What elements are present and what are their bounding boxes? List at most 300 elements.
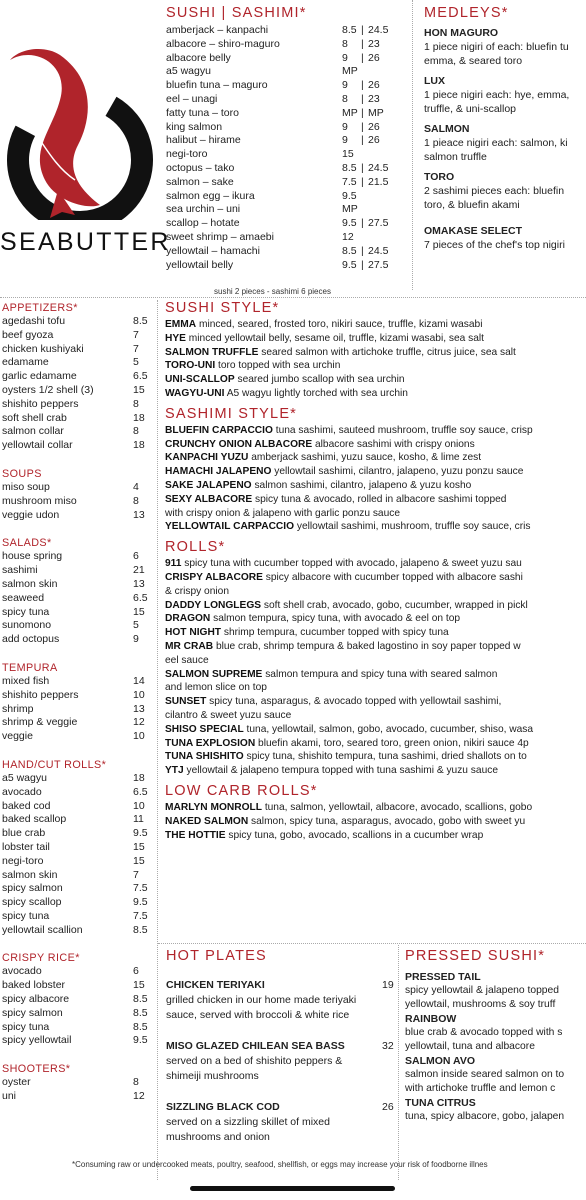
- item-name: shrimp: [2, 702, 34, 715]
- item-name: TUNA EXPLOSION: [165, 737, 256, 749]
- rolls-item: [165, 640, 586, 654]
- sushi-item: [166, 52, 406, 66]
- item-price: 10: [133, 799, 145, 812]
- price-separator: |: [361, 258, 364, 271]
- medley-name: SALMON: [424, 123, 470, 135]
- tempura-item: [2, 730, 152, 744]
- item-price: 6: [133, 550, 139, 563]
- sushi-item: [166, 245, 406, 259]
- item-name: bluefin tuna – maguro: [166, 79, 268, 92]
- divider-h1: [0, 297, 586, 298]
- sashimi-price: 26: [368, 134, 380, 147]
- item-name: soft shell crab: [2, 411, 67, 424]
- item-name: UNI-SCALLOP: [165, 374, 235, 386]
- item-name: uni: [2, 1090, 17, 1103]
- item-name: eel – unagi: [166, 92, 218, 105]
- medley-desc: toro, & bluefin akami: [424, 199, 520, 211]
- sushi-style-item: [165, 318, 586, 332]
- hot-plate-name: MISO GLAZED CHILEAN SEA BASS: [166, 1040, 345, 1052]
- hot-plates-list: [166, 978, 396, 1161]
- appetizers-title: APPETIZERS*: [2, 302, 78, 314]
- crispy-rice-title: CRISPY RICE*: [2, 952, 80, 965]
- sushi-item: [166, 148, 406, 162]
- salads-item: [2, 564, 152, 578]
- price-separator: |: [361, 244, 364, 257]
- item-name: edamame: [2, 356, 49, 369]
- item-name: agedashi tofu: [2, 315, 66, 327]
- appetizers-item: [2, 370, 152, 384]
- low-carb-rolls-title: LOW CARB ROLLS*: [165, 782, 318, 799]
- price-separator: |: [361, 106, 364, 119]
- item-name: YTJ: [165, 765, 184, 777]
- hot-plates-title: HOT PLATES: [166, 948, 267, 964]
- medley-name: LUX: [424, 75, 445, 87]
- medley-desc: truffle, & uni-scallop: [424, 103, 517, 115]
- sushi-price: MP: [342, 203, 358, 216]
- crispy-rice-item: [2, 1021, 152, 1035]
- item-name: TUNA SHISHITO: [165, 751, 244, 763]
- soups-title: SOUPS: [2, 467, 42, 480]
- soups-item: [2, 495, 152, 509]
- item-name: beef gyoza: [2, 328, 54, 341]
- item-name: spicy yellowtail: [2, 1034, 72, 1047]
- sashimi-price: MP: [368, 106, 384, 119]
- sushi-price: 9.5: [342, 189, 357, 202]
- medley-item: [424, 74, 586, 116]
- sushi-item: [166, 162, 406, 176]
- sushi-price: 8: [342, 37, 348, 50]
- hot-plate-item: [166, 978, 396, 1023]
- sashimi-price: 26: [368, 51, 380, 64]
- item-name: spicy tuna: [2, 1020, 50, 1033]
- hot-plate-item: [166, 1039, 396, 1084]
- sushi-item: [166, 107, 406, 121]
- medley-item: [424, 26, 586, 68]
- pressed-sushi-list: [405, 970, 586, 1124]
- item-price: 15: [133, 383, 145, 396]
- sashimi-price: 26: [368, 120, 380, 133]
- medley-name: TORO: [424, 171, 455, 183]
- sushi-style-item: [165, 346, 586, 360]
- item-name: spicy tuna: [2, 909, 50, 922]
- salads-item: [2, 606, 152, 620]
- medley-desc: salmon truffle: [424, 151, 487, 163]
- item-price: 10: [133, 688, 145, 701]
- item-name: CRISPY ALBACORE: [165, 571, 263, 583]
- pressed-sushi-desc: yellowtail, mushrooms & soy truff: [405, 999, 556, 1010]
- salads-item: [2, 550, 152, 564]
- item-name: spicy salmon: [2, 882, 63, 895]
- price-separator: |: [361, 161, 364, 174]
- hand-cut-rolls-item: [2, 786, 152, 800]
- appetizers-item: [2, 439, 152, 453]
- item-desc: salmon, spicy tuna, asparagus, avocado, gobo with sweet yu: [251, 815, 526, 827]
- item-desc: spicy tuna & avocado, rolled in albacore sashimi topped: [255, 493, 507, 505]
- appetizers-item: [2, 425, 152, 439]
- footer-disclaimer: *Consuming raw or undercooked meats, poultry, seafood, shellfish, or eggs may increase your risk of foodborne illnes: [72, 1160, 488, 1169]
- hot-plate-desc: shimeiji mushrooms: [166, 1070, 259, 1082]
- item-name: spicy scallop: [2, 896, 62, 909]
- price-separator: |: [361, 79, 364, 92]
- item-price: 8: [133, 397, 139, 410]
- pressed-sushi-item: [405, 1096, 586, 1124]
- item-name: avocado: [2, 965, 42, 978]
- sushi-price: 9: [342, 79, 348, 92]
- sushi-price: 7.5: [342, 175, 357, 188]
- appetizers-item: [2, 412, 152, 426]
- item-name: SEXY ALBACORE: [165, 493, 253, 505]
- rolls-item: [165, 599, 586, 613]
- item-name: SALMON SUPREME: [165, 668, 263, 680]
- hot-plate-item: [166, 1100, 396, 1145]
- hand-cut-rolls-item: [2, 772, 152, 786]
- sushi-item: [166, 24, 406, 38]
- hand-cut-rolls-item: [2, 882, 152, 896]
- sushi-item: [166, 217, 406, 231]
- item-name: SHISO SPECIAL: [165, 723, 244, 735]
- sushi-price: 8.5: [342, 24, 357, 36]
- item-name: blue crab: [2, 827, 46, 840]
- sushi-price: 9: [342, 134, 348, 147]
- sushi-style-item: [165, 332, 586, 346]
- item-name: yellowtail scallion: [2, 923, 83, 936]
- hand-cut-rolls-item: [2, 827, 152, 841]
- item-name: CRUNCHY ONION ALBACORE: [165, 438, 313, 450]
- item-name: shrimp & veggie: [2, 716, 78, 729]
- hot-plate-price: 26: [382, 1101, 394, 1113]
- sushi-item: [166, 79, 406, 93]
- item-name: salmon egg – ikura: [166, 189, 255, 202]
- sashimi-price: 27.5: [368, 217, 389, 230]
- item-name: salmon skin: [2, 868, 58, 881]
- item-price: 13: [133, 508, 145, 521]
- sushi-item: [166, 65, 406, 79]
- low-carb-rolls-item: [165, 829, 586, 843]
- item-name: halibut – hirame: [166, 134, 241, 147]
- item-desc: spicy tuna, shishito tempura, tuna sashimi, dried shallots on to: [246, 751, 527, 763]
- pressed-sushi-desc: spicy yellowtail & jalapeno topped: [405, 985, 559, 996]
- item-price: 4: [133, 480, 139, 493]
- sushi-style-item: [165, 373, 586, 387]
- crispy-rice-item: [2, 979, 152, 993]
- pressed-sushi-name: SALMON AVO: [405, 1055, 475, 1067]
- item-price: 15: [133, 840, 145, 853]
- item-desc: spicy tuna, asparagus, & avocado topped with yellowtail sashimi,: [209, 696, 502, 708]
- item-price: 8: [133, 1076, 139, 1089]
- item-name: house spring: [2, 550, 63, 563]
- sushi-style-item: [165, 359, 586, 373]
- rolls-item: [165, 571, 586, 585]
- item-name: MARLYN MONROLL: [165, 801, 262, 813]
- item-name: yellowtail belly: [166, 258, 234, 271]
- brand-name: SEABUTTER: [0, 228, 171, 256]
- hot-plate-name: CHICKEN TERIYAKI: [166, 979, 265, 991]
- item-name: DADDY LONGLEGS: [165, 599, 262, 611]
- item-price: 6: [133, 965, 139, 978]
- sashimi-style-item: [165, 424, 586, 438]
- hand-cut-rolls-item: [2, 924, 152, 938]
- sushi-item: [166, 134, 406, 148]
- sushi-item: [166, 203, 406, 217]
- item-name: salmon collar: [2, 425, 64, 438]
- item-desc: spicy tuna, gobo, avocado, scallions in a cucumber wrap: [228, 829, 484, 841]
- low-carb-rolls-item: [165, 801, 586, 815]
- item-name: baked lobster: [2, 979, 66, 992]
- hand-cut-rolls-item: [2, 910, 152, 924]
- sushi-item: [166, 259, 406, 273]
- item-name: SUNSET: [165, 696, 207, 708]
- sashimi-style-title: SASHIMI STYLE*: [165, 405, 298, 422]
- rolls-item: [165, 695, 586, 709]
- hand-cut-rolls-item: [2, 800, 152, 814]
- sashimi-price: 24.5: [368, 161, 389, 174]
- divider-top: [412, 0, 413, 290]
- item-price: 13: [133, 702, 145, 715]
- sushi-price: 9.5: [342, 258, 357, 271]
- sushi-style-title: SUSHI STYLE*: [165, 300, 280, 316]
- crispy-rice-item: [2, 993, 152, 1007]
- shooters-title: SHOOTERS*: [2, 1063, 71, 1076]
- sushi-price: MP: [342, 106, 358, 119]
- item-name: HAMACHI JALAPENO: [165, 466, 272, 478]
- sushi-price: 8.5: [342, 244, 357, 257]
- sushi-item: [166, 176, 406, 190]
- item-name: scallop – hotate: [166, 217, 240, 230]
- pressed-sushi-desc: tuna, spicy albacore, gobo, jalapen: [405, 1111, 565, 1122]
- koi-logo: [0, 40, 160, 220]
- medley-item: [424, 170, 586, 212]
- item-name: amberjack – kanpachi: [166, 24, 269, 36]
- price-separator: |: [361, 134, 364, 147]
- item-name: chicken kushiyaki: [2, 342, 84, 355]
- item-price: 6.5: [133, 785, 148, 798]
- sashimi-price: 24.5: [368, 244, 389, 257]
- hot-plate-price: 32: [382, 1040, 394, 1052]
- sushi-price: 15: [342, 148, 354, 161]
- sushi-price: 8: [342, 92, 348, 105]
- item-name: oysters 1/2 shell (3): [2, 383, 94, 396]
- item-name: oyster: [2, 1076, 31, 1089]
- item-name: DRAGON: [165, 613, 211, 625]
- item-name: albacore – shiro-maguro: [166, 37, 280, 50]
- pressed-sushi-desc: with artichoke truffle and lemon c: [405, 1083, 556, 1094]
- sashimi-price: 27.5: [368, 258, 389, 271]
- item-price: 8.5: [133, 1006, 148, 1019]
- crispy-rice-item: [2, 965, 152, 979]
- item-desc: yellowtail sashimi, cilantro, jalapeno, yuzu ponzu sauce: [274, 466, 524, 478]
- item-price: 18: [133, 439, 145, 452]
- item-name: spicy salmon: [2, 1006, 63, 1019]
- hot-plate-desc: served on a bed of shishito peppers &: [166, 1055, 343, 1067]
- sushi-item: [166, 231, 406, 245]
- item-name: shishito peppers: [2, 688, 79, 701]
- item-price: 7.5: [133, 882, 148, 895]
- pressed-sushi-item: [405, 970, 586, 1012]
- item-name: garlic edamame: [2, 370, 77, 383]
- item-desc: tuna sashimi, sauteed mushroom, truffle soy sauce, crisp: [275, 424, 533, 436]
- rolls-item: [165, 612, 586, 626]
- pressed-sushi-desc: blue crab & avocado topped with s: [405, 1027, 563, 1038]
- item-desc: bluefin akami, toro, seared toro, green onion, nikiri sauce 4p: [258, 737, 529, 749]
- item-price: 8.5: [133, 923, 148, 936]
- pressed-sushi-name: TUNA CITRUS: [405, 1097, 476, 1109]
- item-price: 8.5: [133, 315, 148, 327]
- item-price: 9: [133, 633, 139, 646]
- item-price: 13: [133, 577, 145, 590]
- sushi-style-item: [165, 387, 586, 401]
- item-name: negi-toro: [166, 148, 208, 161]
- soups-item: [2, 509, 152, 523]
- rolls-item: [165, 750, 586, 764]
- medley-desc: 2 sashimi pieces each: bluefin: [424, 185, 565, 197]
- sushi-price: 9: [342, 120, 348, 133]
- item-price: 6.5: [133, 370, 148, 383]
- item-name: sunomono: [2, 619, 52, 632]
- medleys-list: [424, 26, 586, 252]
- item-name: baked cod: [2, 799, 51, 812]
- price-separator: |: [361, 37, 364, 50]
- omakase-item: [424, 224, 586, 252]
- rolls-title: ROLLS*: [165, 539, 226, 556]
- item-desc: albacore sashimi with crispy onions: [315, 438, 475, 450]
- sashimi-style-item: [165, 493, 586, 507]
- soups-item: [2, 481, 152, 495]
- item-price: 8.5: [133, 993, 148, 1006]
- hand-cut-rolls-item: [2, 869, 152, 883]
- item-desc: salmon sashimi, cilantro, jalapeno & yuzu kosho: [254, 479, 472, 491]
- rolls-item: [165, 626, 586, 640]
- hand-cut-rolls-item: [2, 841, 152, 855]
- item-price: 6.5: [133, 591, 148, 604]
- left-column: [2, 301, 152, 1104]
- hot-plate-desc: served on a sizzling skillet of mixed: [166, 1116, 330, 1128]
- item-desc-cont: cilantro & sweet yuzu sauce: [165, 709, 292, 721]
- item-desc: salmon tempura and spicy tuna with seared salmon: [265, 668, 498, 680]
- appetizers-item: [2, 343, 152, 357]
- sushi-price: MP: [342, 65, 358, 78]
- home-indicator[interactable]: [190, 1186, 395, 1191]
- pressed-sushi-item: [405, 1054, 586, 1096]
- medley-desc: 1 pieace nigiri each: salmon, ki: [424, 137, 568, 149]
- pressed-sushi-name: PRESSED TAIL: [405, 971, 481, 983]
- item-price: 7: [133, 328, 139, 341]
- item-name: SAKE JALAPENO: [165, 479, 252, 491]
- hot-plate-price: 19: [382, 979, 394, 991]
- item-desc: salmon tempura, spicy tuna, with avocado & eel on top: [213, 613, 461, 625]
- sushi-sashimi-title: SUSHI | SASHIMI*: [166, 5, 307, 21]
- item-name: veggie: [2, 730, 33, 743]
- salads-item: [2, 633, 152, 647]
- item-desc-cont: eel sauce: [165, 654, 209, 666]
- pressed-sushi-desc: yellowtail, tuna and albacore: [405, 1041, 535, 1052]
- pressed-sushi-desc: salmon inside seared salmon on to: [405, 1069, 565, 1080]
- medley-name: HON MAGURO: [424, 27, 499, 39]
- price-separator: |: [361, 24, 364, 36]
- item-name: add octopus: [2, 633, 60, 646]
- item-price: 9.5: [133, 896, 148, 909]
- item-name: mixed fish: [2, 674, 50, 687]
- item-price: 5: [133, 619, 139, 632]
- divider-bottom: [398, 945, 399, 1180]
- item-name: HOT NIGHT: [165, 627, 222, 639]
- tempura-title: TEMPURA: [2, 661, 58, 674]
- tempura-item: [2, 689, 152, 703]
- item-name: negi-toro: [2, 854, 44, 867]
- item-name: KANPACHI YUZU: [165, 452, 249, 464]
- item-price: 15: [133, 854, 145, 867]
- item-name: mushroom miso: [2, 494, 77, 507]
- price-separator: |: [361, 51, 364, 64]
- sashimi-price: 24.5: [368, 24, 389, 36]
- item-name: THE HOTTIE: [165, 829, 226, 841]
- item-price: 7: [133, 868, 139, 881]
- sushi-sashimi-note: sushi 2 pieces - sashimi 6 pieces: [214, 287, 331, 296]
- item-desc: seared salmon with artichoke truffle, citrus juice, sea salt: [261, 346, 516, 358]
- pressed-sushi-name: RAINBOW: [405, 1013, 457, 1025]
- price-separator: |: [361, 217, 364, 230]
- medley-item: [424, 122, 586, 164]
- item-name: spicy albacore: [2, 993, 70, 1006]
- omakase-desc: 7 pieces of the chef's top nigiri: [424, 239, 565, 251]
- item-name: yellowtail collar: [2, 439, 73, 452]
- item-name: a5 wagyu: [166, 65, 211, 78]
- item-desc-cont: with crispy onion & jalapeno with garlic ponzu sauce: [165, 507, 401, 519]
- item-price: 11: [133, 813, 144, 826]
- item-price: 8.5: [133, 1020, 148, 1033]
- crispy-rice-item: [2, 1034, 152, 1048]
- sushi-item: [166, 93, 406, 107]
- hand-cut-rolls-item: [2, 896, 152, 910]
- item-price: 9.5: [133, 827, 148, 840]
- item-name: albacore belly: [166, 51, 231, 64]
- item-name: sweet shrimp – amaebi: [166, 230, 274, 243]
- item-price: 14: [133, 674, 145, 687]
- sashimi-style-item: [165, 465, 586, 479]
- item-name: TORO-UNI: [165, 360, 216, 372]
- item-name: BLUEFIN CARPACCIO: [165, 424, 273, 436]
- item-price: 12: [133, 716, 145, 729]
- item-name: HYE: [165, 332, 186, 344]
- price-separator: |: [361, 120, 364, 133]
- sushi-item: [166, 121, 406, 135]
- item-name: spicy tuna: [2, 605, 50, 618]
- item-price: 7.5: [133, 909, 148, 922]
- rolls-item: [165, 668, 586, 682]
- sashimi-price: 26: [368, 79, 380, 92]
- item-price: 18: [133, 771, 145, 784]
- sashimi-style-item: [165, 438, 586, 452]
- item-name: NAKED SALMON: [165, 815, 249, 827]
- medley-desc: 1 piece nigiri each: hye, emma,: [424, 89, 570, 101]
- sashimi-style-item: [165, 479, 586, 493]
- tempura-item: [2, 716, 152, 730]
- sashimi-price: 23: [368, 92, 380, 105]
- item-desc: soft shell crab, avocado, gobo, cucumber, wrapped in pickl: [263, 599, 528, 611]
- item-name: shishito peppers: [2, 397, 79, 410]
- sushi-item: [166, 190, 406, 204]
- salads-item: [2, 578, 152, 592]
- sashimi-style-item: [165, 451, 586, 465]
- appetizers-item: [2, 384, 152, 398]
- item-name: sea urchin – uni: [166, 203, 241, 216]
- item-price: 15: [133, 979, 145, 992]
- hot-plate-desc: mushrooms and onion: [166, 1131, 270, 1143]
- item-desc: amberjack sashimi, yuzu sauce, kosho, & lime zest: [251, 452, 482, 464]
- hand-cut-rolls-title: HAND/CUT ROLLS*: [2, 758, 107, 771]
- appetizers-item: [2, 356, 152, 370]
- item-price: 8: [133, 425, 139, 438]
- item-name: avocado: [2, 785, 42, 798]
